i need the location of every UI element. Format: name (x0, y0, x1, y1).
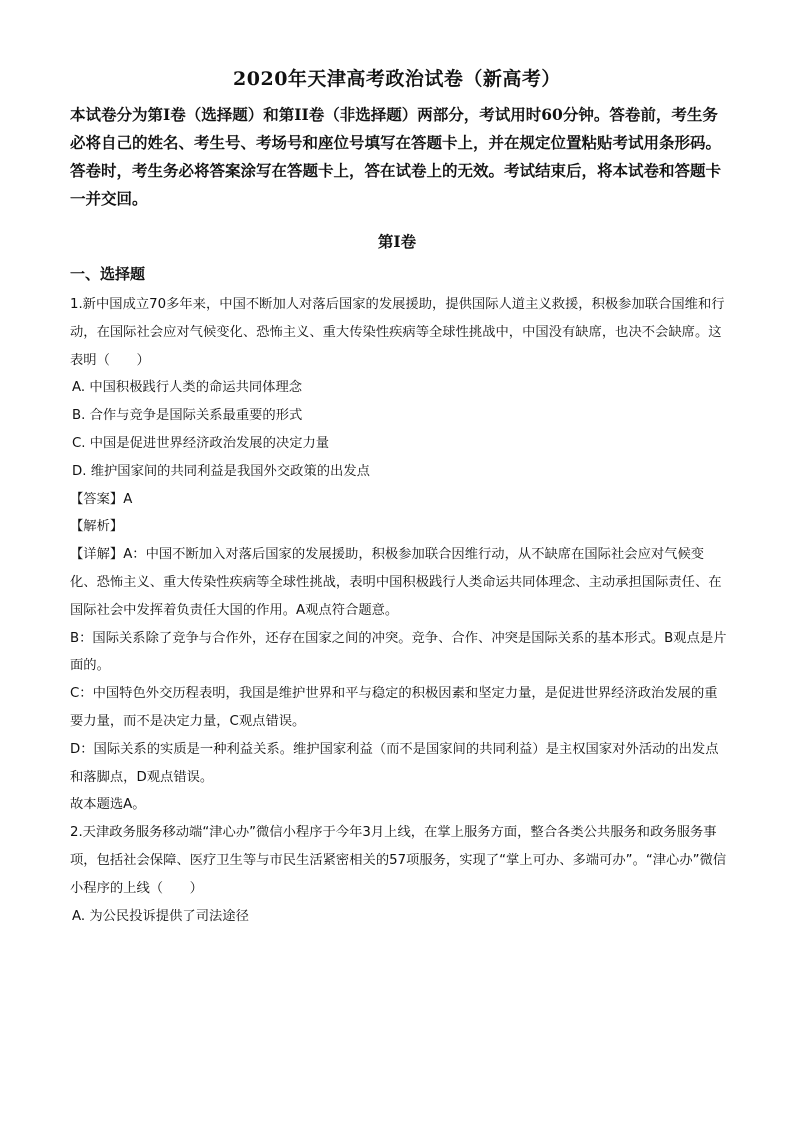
exam-instructions: 本试卷分为第I卷（选择题）和第II卷（非选择题）两部分，考试用时60分钟。答卷前，考生务必将自己的姓名、考生号、考场号和座位号填写在答题卡上，并在规定位置粘贴考试用条形码。答卷时，考生务必将答案涂写在答题卡上，答在试卷上的无效。考试结束后，将本试卷和答题卡一并交回。 (70, 105, 722, 208)
detail-d: D：国际关系的实质是一种利益关系。维护国家利益（而不是国家间的共同利益）是主权国家对外活动的出发点和落脚点，D观点错误。 (70, 741, 719, 785)
question-1-option-c: C. 中国是促进世界经济政治发展的决定力量 (72, 435, 330, 451)
question-2-stem: 2.天津政务服务移动端“津心办”微信小程序于今年3月上线，在掌上服务方面，整合各类公共服务和政务服务事项，包括社会保障、医疗卫生等与市民生活紧密相关的57项服务，实现了“掌上可办、多端可办”。“津心办”微信小程序的上线（ ） (70, 825, 727, 896)
part-heading: 一、选择题 (70, 265, 146, 283)
question-1-option-b: B. 合作与竞争是国际关系最重要的形式 (72, 408, 303, 424)
question-1-answer (70, 486, 730, 514)
answer-label: 【答案】 (70, 491, 124, 507)
question-1-stem: 1.新中国成立70多年来，中国不断加人对落后国家的发展援助，提供国际人道主义救援，积极参加联合国维和行动，在国际社会应对气候变化、恐怖主义、重大传染性疾病等全球性挑战中，中国没有缺席，也决不会缺席。这表明（ ） (70, 297, 725, 368)
analysis-label: 【解析】 (70, 519, 124, 535)
question-1-option-a: A. 中国积极践行人类的命运共同体理念 (72, 380, 303, 396)
question-1-option-d: D. 维护国家间的共同利益是我国外交政策的出发点 (72, 463, 370, 479)
question-1-conclusion: 故本题选A。 (70, 797, 146, 813)
detail-a-text: A：中国不断加入对落后国家的发展援助，积极参加联合因维行动，从不缺席在国际社会应对气候变化、恐怖主义、重大传染性疾病等全球性挑战，表明中国积极践行人类命运共同体理念、主动承担国际责任、在国际社会中发挥着负责任大国的作用。A观点符合题意。 (70, 547, 722, 618)
question-2-option-a: A. 为公民投诉提供了司法途径 (72, 908, 249, 924)
question-body (70, 291, 730, 930)
answer-value: A (123, 491, 133, 507)
detail-a (70, 541, 730, 624)
page-title: 2020年天津高考政治试卷（新高考） (233, 68, 561, 90)
detail-b: B：国际关系除了竞争与合作外，还存在国家之间的冲突。竞争、合作、冲突是国际关系的基本形式。B观点是片面的。 (70, 630, 727, 674)
detail-label: 【详解】 (70, 547, 124, 563)
section-title: 第I卷 (377, 232, 417, 251)
detail-c: C：中国特色外交历程表明，我国是维护世界和平与稳定的积极因素和坚定力量，是促进世界经济政治发展的重要力量，而不是决定力量，C观点错误。 (70, 686, 718, 729)
